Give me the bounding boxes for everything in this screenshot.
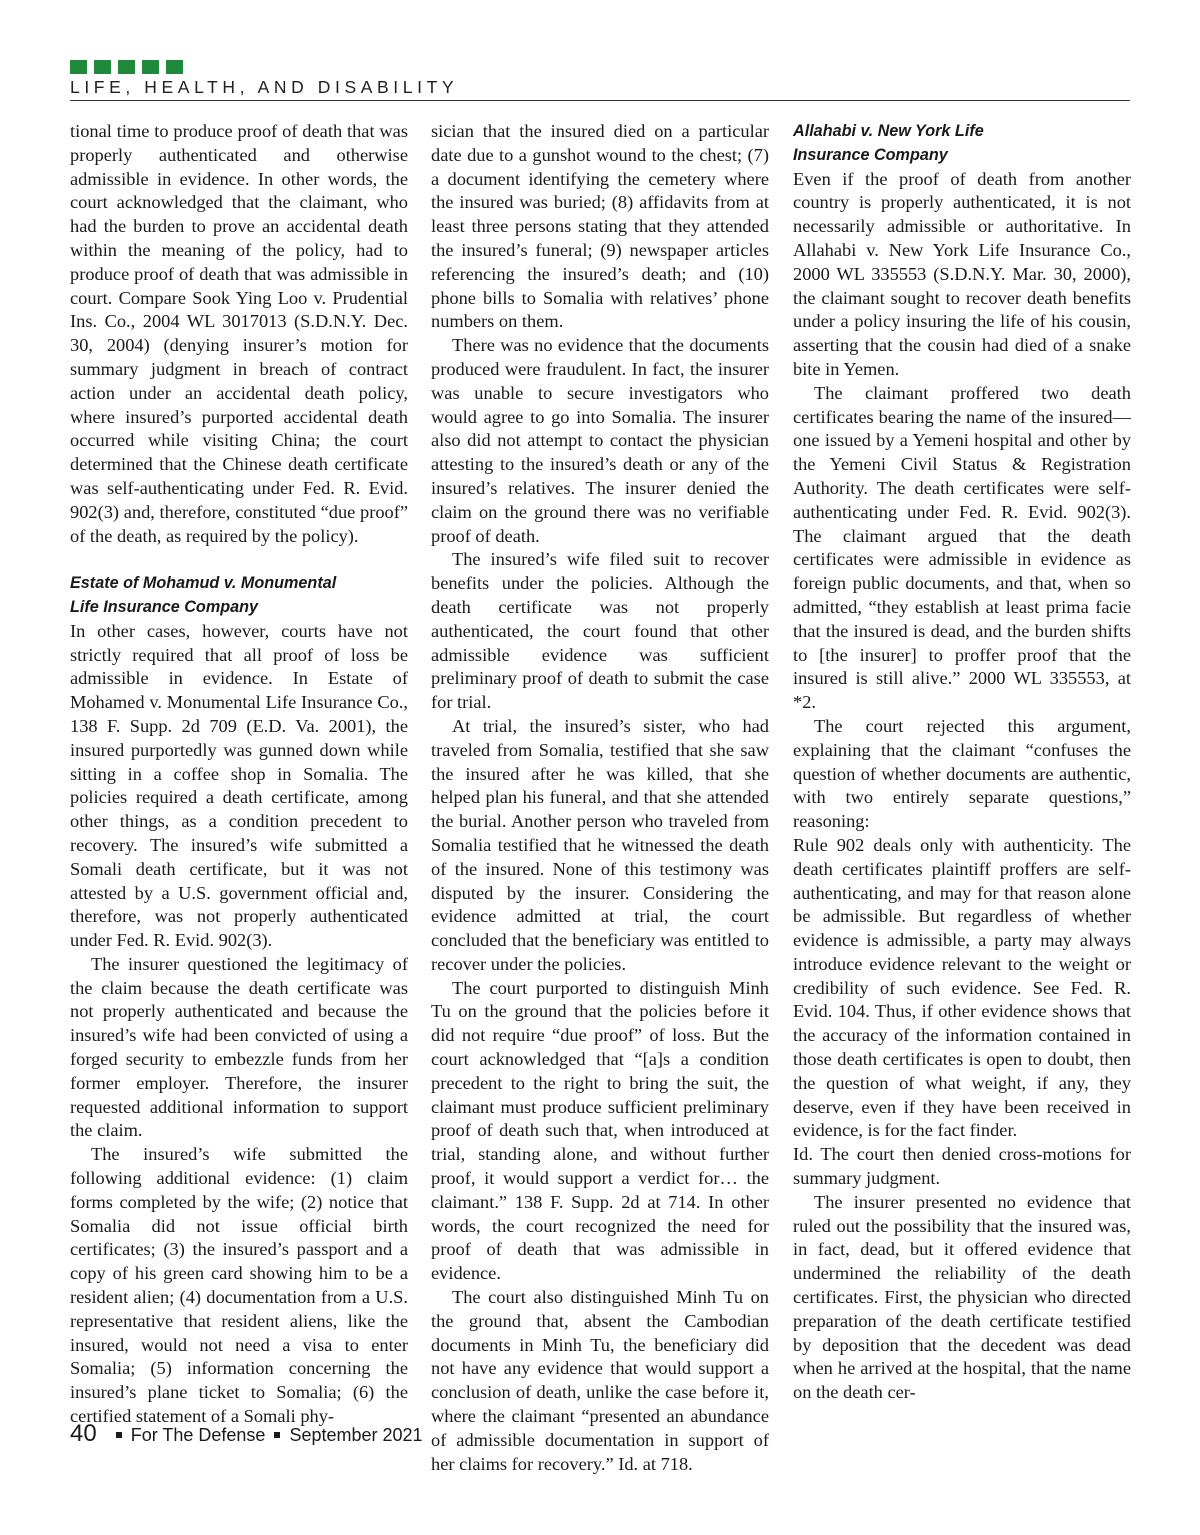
issue-date: September 2021 (289, 1425, 423, 1445)
column-2 (431, 120, 769, 1476)
publication-name: For The Defense (130, 1425, 266, 1445)
paragraph: At trial, the insured’s sister, who had traveled from Somalia, testified that she saw the insured after he was killed, that she helped plan his funeral, and that she attended the burial. Another person who traveled from Somalia testified that he witnessed the death of the insured. None of this testimony was disputed by the insurer. Considering the evidence admitted at trial, the court concluded that the beneficiary was entitled to recover under the policies. (431, 715, 769, 974)
section-accent-squares (70, 60, 183, 74)
case-heading (70, 572, 408, 620)
accent-square (118, 60, 135, 74)
accent-square (166, 60, 183, 74)
header-rule (70, 100, 1130, 101)
case-heading-line: Estate of Mohamud v. Monumental (70, 574, 337, 593)
case-heading-line: Allahabi v. New York Life (793, 122, 984, 140)
paragraph: Even if the proof of death from another country is properly authenticated, it is not necessarily admissible or authoritative. In Allahabi v. New York Life Insurance Co., 2000 WL 335553 (S.D.N.Y. Mar. 30, 2000), the claimant sought to recover death benefits under a policy insuring the life of his cousin, asserting that the cousin had died of a snake bite in Yemen. (793, 168, 1131, 379)
accent-square (142, 60, 159, 74)
paragraph: In other cases, however, courts have not strictly required that all proof of loss be admissible in evidence. In Estate of Mohamed v. Monumental Life Insurance Co., 138 F. Supp. 2d 709 (E.D. Va. 2001), the insured purportedly was gunned down while sitting in a coffee shop in Somalia. The policies required a death certificate, among other things, as a condition precedent to recovery. The insured’s wife submitted a Somali death certificate, but it was not attested by a U.S. government official and, therefore, was not properly authenticated under Fed. R. Evid. 902(3). (70, 620, 408, 951)
paragraph: The court purported to distinguish Minh Tu on the ground that the policies before it did not require “due proof” of loss. But the court acknowledged that “[a]s a condition precedent to the right to bring the suit, the claimant must produce sufficient preliminary proof of death such that, when introduced at trial, standing alone, and without further proof, it would support a verdict for… the claimant.” 138 F. Supp. 2d at 714. In other words, the court recognized the need for proof of death that was admissible in evidence. (431, 977, 769, 1284)
column-1 (70, 120, 408, 1429)
page-footer (70, 1420, 423, 1448)
section-title: LIFE, HEALTH, AND DISABILITY (70, 77, 459, 97)
paragraph: The insurer presented no evidence that ruled out the possibility that the insured was, in fact, dead, but it offered evidence that undermined the reliability of the death certificates. First, the physician who directed preparation of the death certificate testified by deposition that the decedent was dead when he arrived at the hospital, that the name on the death cer- (793, 1191, 1131, 1403)
column-3 (793, 120, 1131, 1405)
paragraph: tional time to produce proof of death that was properly authenticated and otherwise admissible in evidence. In other words, the court acknowledged that the claimant, who had the burden to prove an accidental death within the meaning of the policy, had to produce proof of death that was admissible in court. Compare Sook Ying Loo v. Prudential Ins. Co., 2004 WL 3017013 (S.D.N.Y. Dec. 30, 2004) (denying insurer’s motion for summary judgment in breach of contract action under an accidental death policy, where insured’s purported accidental death occurred while visiting China; the court determined that the Chinese death certificate was self-authenticating under Fed. R. Evid. 902(3) and, therefore, constituted “due proof” of the death, as required by the policy). (70, 121, 408, 546)
accent-square (94, 60, 111, 74)
bullet-separator (116, 1432, 122, 1438)
paragraph: The insured’s wife filed suit to recover benefits under the policies. Although the death certificate was not properly authenticated, the court found that other admissible evidence was sufficient preliminary proof of death to submit the case for trial. (431, 549, 769, 713)
case-heading-line: Insurance Company (793, 145, 948, 164)
paragraph: The insured’s wife submitted the following additional evidence: (1) claim forms completed by the wife; (2) notice that Somalia did not issue official birth certificates; (3) the insured’s passport and a copy of his green card showing him to be a resident alien; (4) documentation from a U.S. representative that resident aliens, like the insured, would not need a visa to enter Somalia; (5) information concerning the insured’s plane ticket to Somalia; (6) the certified statement of a Somali phy- (70, 1144, 408, 1427)
paragraph: sician that the insured died on a particular date due to a gunshot wound to the chest; (7) a document identifying the cemetery where the insured was buried; (8) affidavits from at least three persons stating that they attended the insured’s funeral; (9) newspaper articles referencing the insured’s death; and (10) phone bills to Somalia with relatives’ phone numbers on them. (431, 121, 769, 332)
case-heading (793, 120, 1131, 168)
paragraph: The claimant proffered two death certificates bearing the name of the insured—one issued by a Yemeni hospital and other by the Yemeni Civil Status & Registration Authority. The death certificates were self-authenticating under Fed. R. Evid. 902(3). The claimant argued that the death certificates were admissible in evidence as foreign public documents, and that, when so admitted, “they establish at least prima facie that the insured is dead, and the burden shifts to [the insurer] to proffer proof that the insured is still alive.” 2000 WL 335553, at *2. (793, 382, 1131, 713)
paragraph: The court also distinguished Minh Tu on the ground that, absent the Cambodian documents in Minh Tu, the beneficiary did not have any evidence that would support a conclusion of death, unlike the case before it, where the claimant “presented an abundance of admissible documentation in support of her claims for recovery.” Id. at 718. (431, 1287, 769, 1474)
paragraph: The court rejected this argument, explaining that the claimant “confuses the question of whether documents are authentic, with two entirely separate questions,” reasoning: (793, 715, 1131, 832)
block-quote: Rule 902 deals only with authenticity. The death certificates plaintiff proffers are self-authenticating, and may for that reason alone be admissible. But regardless of whether evidence is admissible, a party may always introduce evidence relevant to the weight or credibility of such evidence. See Fed. R. Evid. 104. Thus, if other evidence shows that the accuracy of the information contained in those death certificates is open to doubt, then the question of what weight, if any, they deserve, even if they have been received in evidence, is for the fact finder. (793, 834, 1131, 1141)
paragraph: There was no evidence that the documents produced were fraudulent. In fact, the insurer was unable to secure investigators who would agree to go into Somalia. The insurer also did not attempt to contact the physician attesting to the insured’s death or any of the insured’s relatives. The insurer denied the claim on the ground there was no verifiable proof of death. (431, 335, 769, 546)
case-heading-line: Life Insurance Company (70, 597, 258, 616)
accent-square (70, 60, 87, 74)
paragraph: The insurer questioned the legitimacy of the claim because the death certificate was not properly authenticated and because the insured’s wife had been convicted of using a forged security to embezzle funds from her former employer. Therefore, the insurer requested additional information to support the claim. (70, 953, 408, 1141)
page-number: 40 (70, 1420, 97, 1447)
paragraph: Id. The court then denied cross-motions for summary judgment. (793, 1144, 1131, 1189)
bullet-separator (274, 1432, 280, 1438)
